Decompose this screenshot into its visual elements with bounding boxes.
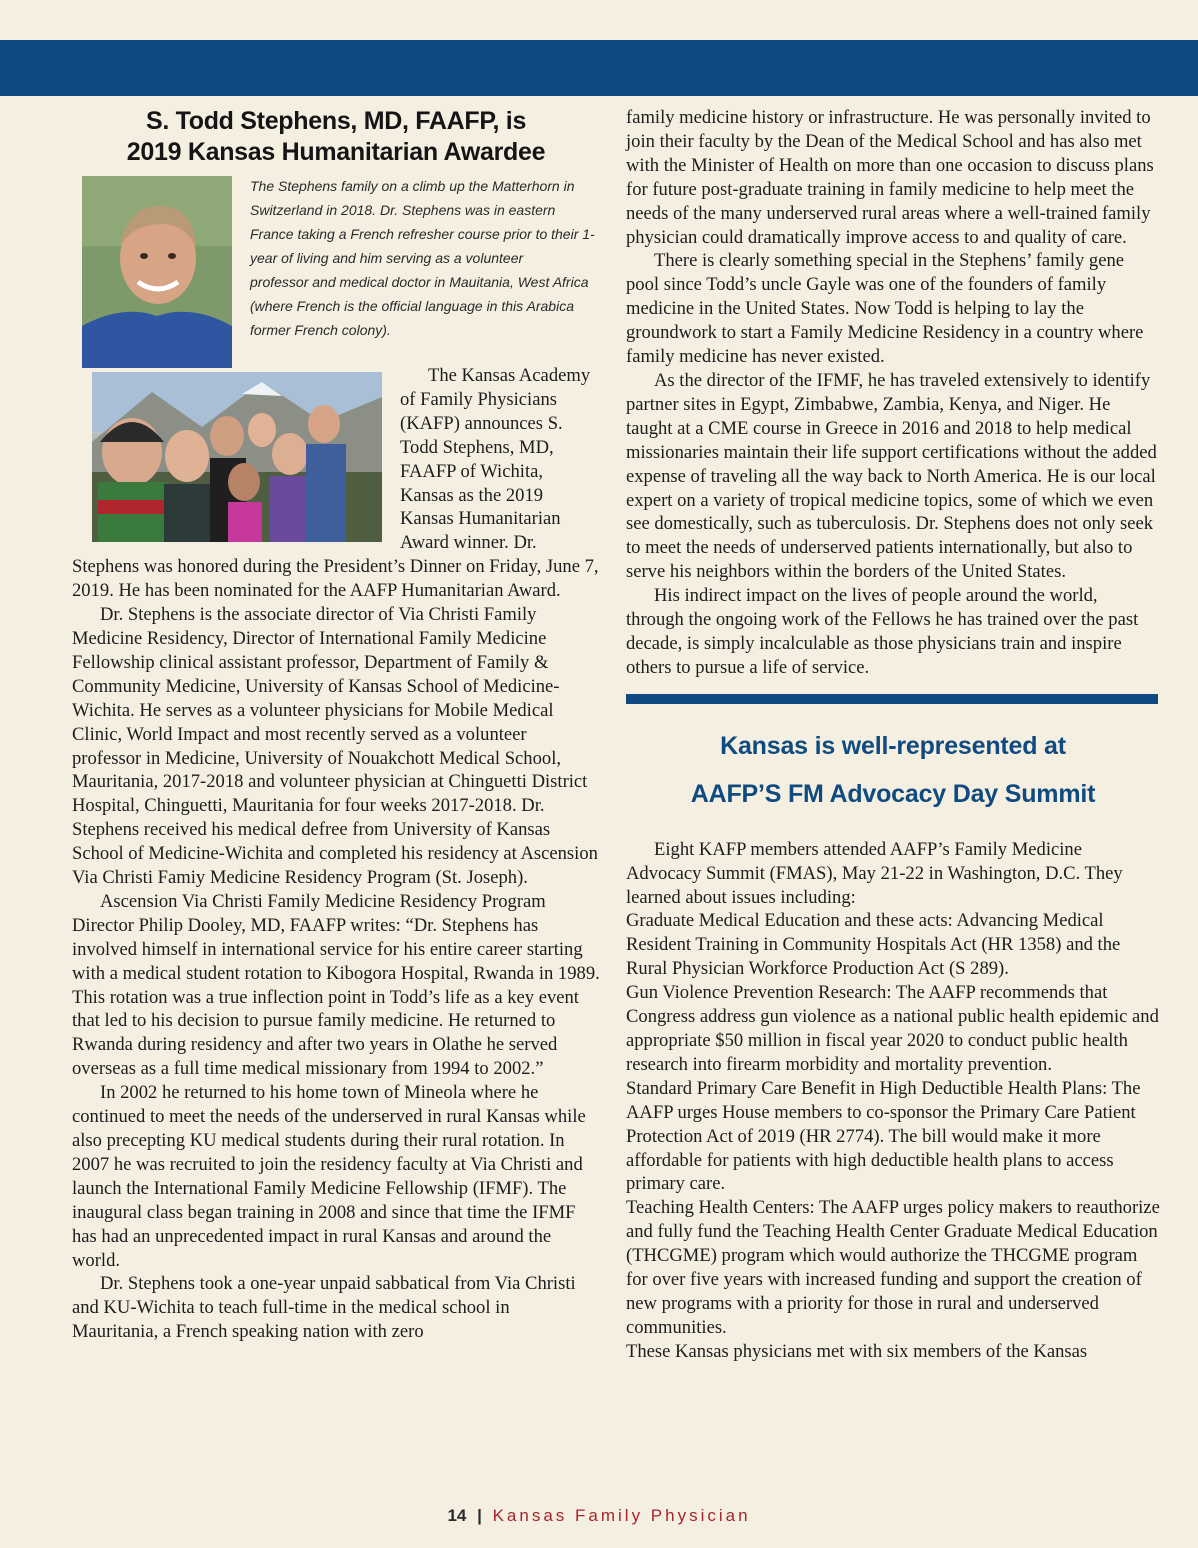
body-paragraph: Ascension Via Christi Family Medicine Residency Program Director Philip Dooley, MD, FAAFP writes: “Dr. Stephens has involved himself in international service for his entire career starting with a medical student rotation to Kibogora Hospital, Rwanda in 1989. This rotation was a true inflection point in Todd’s life as a key event that led to his decision to pursue family medicine. He returned to Rwanda during residency and after two years in Olathe he served overseas as a full time medical missionary from 1994 to 2002.” <box>72 890 600 1080</box>
body-paragraph: As the director of the IFMF, he has traveled extensively to identify partner sites in Egypt, Zimbabwe, Zambia, Kenya, and Niger. He taught at a CME course in Greece in 2016 and 2018 to help medical missionaries maintain their life support certifications without the added expense of traveling all the way back to North America. He is our local expert on a variety of tropical medicine topics, some of which we even see domestically, such as tuberculosis. Dr. Stephens does not only seek to meet the needs of underserved patients internationally, but also to serve his neighbors within the borders of the United States. <box>626 369 1157 583</box>
list-item: Gun Violence Prevention Research: The AAFP recommends that Congress address gun violence as a national public health epidemic and appropriate $50 million in fiscal year 2020 to conduct public health research into firearm morbidity and mortality prevention. <box>626 982 1159 1075</box>
body-paragraph: Eight KAFP members attended AAFP’s Family Medicine Advocacy Summit (FMAS), May 21-22 in Washington, D.C. They learned about issues including: <box>626 838 1123 908</box>
body-paragraph: The Kansas Academy of Family Physicians (KAFP) announces S. Todd Stephens, MD, FAAFP of Wichita, Kansas as the 2019 Kansas Humanitarian Award winner. Dr. Stephens was honored during the President’s Dinner on Friday, June 7, 2019. He has been nominated for the AAFP Humanitarian Award. <box>72 365 599 602</box>
body-paragraph: Dr. Stephens took a one-year unpaid sabbatical from Via Christi and KU-Wichita to teach full-time in the medical school in Mauritania, a French speaking nation with zero <box>72 1273 576 1343</box>
page-footer <box>0 1506 1198 1526</box>
body-paragraph: family medicine history or infrastructure. He was personally invited to join their faculty by the Dean of the Medical School and has also met with the Minister of Health on more than one occasion to discuss plans for future post-graduate training in family medicine to help meet the needs of the many underserved rural areas where a well-trained family physician could dramatically improve access to and quality of care. <box>626 107 1154 248</box>
body-paragraph: His indirect impact on the lives of people around the world, through the ongoing work of the Fellows he has trained over the past decade, is simply incalculable as those physicians train and inspire others to pursue a life of service. <box>626 585 1139 678</box>
left-column <box>72 102 600 1344</box>
list-item: Teaching Health Centers: The AAFP urges policy makers to reauthorize and fully fund the Teaching Health Center Graduate Medical Education (THCGME) program which would authorize the THCGME program for over five years with increased funding and support the creation of new programs with a priority for those in rural and underserved communities. <box>626 1197 1160 1338</box>
family-photo <box>92 372 382 542</box>
portrait-photo <box>82 176 232 368</box>
magazine-title: Kansas Family Physician <box>492 1506 751 1525</box>
body-paragraph: There is clearly something special in the Stephens’ family gene pool since Todd’s uncle Gayle was one of the founders of family medicine in the United States. Now Todd is helping to lay the groundwork to start a Family Medicine Residency in a country where family medicine has never existed. <box>626 250 1144 368</box>
page-number: 14 <box>447 1506 467 1525</box>
right-column <box>626 106 1160 1364</box>
section-title: Kansas is well-represented at AAFP’S FM Advocacy Day Summit <box>690 731 1096 808</box>
article-title: S. Todd Stephens, MD, FAAFP, is 2019 Kansas Humanitarian Awardee <box>126 107 546 166</box>
list-item: Graduate Medical Education and these acts: Advancing Medical Resident Training in Community Hospitals Act (HR 1358) and the Rural Physician Workforce Production Act (S 289). <box>626 910 1121 980</box>
footer-separator: | <box>477 1506 482 1525</box>
body-paragraph: Dr. Stephens is the associate director of Via Christi Family Medicine Residency, Director of International Family Medicine Fellowship clinical assistant professor, Department of Family & Community Medicine, University of Kansas School of Medicine-Wichita. He serves as a volunteer physicians for Mobile Medical Clinic, World Impact and most recently served as a volunteer professor in Medicine, University of Nouakchott Medical School, Mauritania, 2017-2018 and volunteer physician at Chinguetti District Hospital, Chinguetti, Mauritania for four weeks 2017-2018. Dr. Stephens received his medical defree from University of Kansas School of Medicine-Wichita and completed his residency at Ascension Via Christi Famiy Medicine Residency Program (St. Joseph). <box>72 604 598 889</box>
section-divider <box>626 694 1158 704</box>
photo-caption: The Stephens family on a climb up the Matterhorn in Switzerland in 2018. Dr. Stephens was in eastern France taking a French refresher course prior to their 1-year of living and him serving as a volunteer <box>250 178 595 266</box>
body-paragraph: In 2002 he returned to his home town of Mineola where he continued to meet the needs of the underserved in rural Kansas while also precepting KU medical students during their rural rotation. In 2007 he was recruited to join the residency faculty at Via Christi and launch the International Family Medicine Fellowship (IFMF). The inaugural class began training in 2008 and since that time the IFMF has had an unprecedented impact in rural Kansas and around the world. <box>72 1082 586 1271</box>
photo-caption-continued: professor and medical doctor in Mauitania, West Africa (where French is the official language in this Arabica former French colony). <box>250 274 589 338</box>
header-band <box>0 40 1198 96</box>
list-item: Standard Primary Care Benefit in High Deductible Health Plans: The AAFP urges House members to co-sponsor the Primary Care Patient Protection Act of 2019 (HR 2774). The bill would make it more affordable for patients with high deductible health plans to access primary care. <box>626 1077 1141 1195</box>
list-item: These Kansas physicians met with six members of the Kansas <box>626 1340 1088 1362</box>
